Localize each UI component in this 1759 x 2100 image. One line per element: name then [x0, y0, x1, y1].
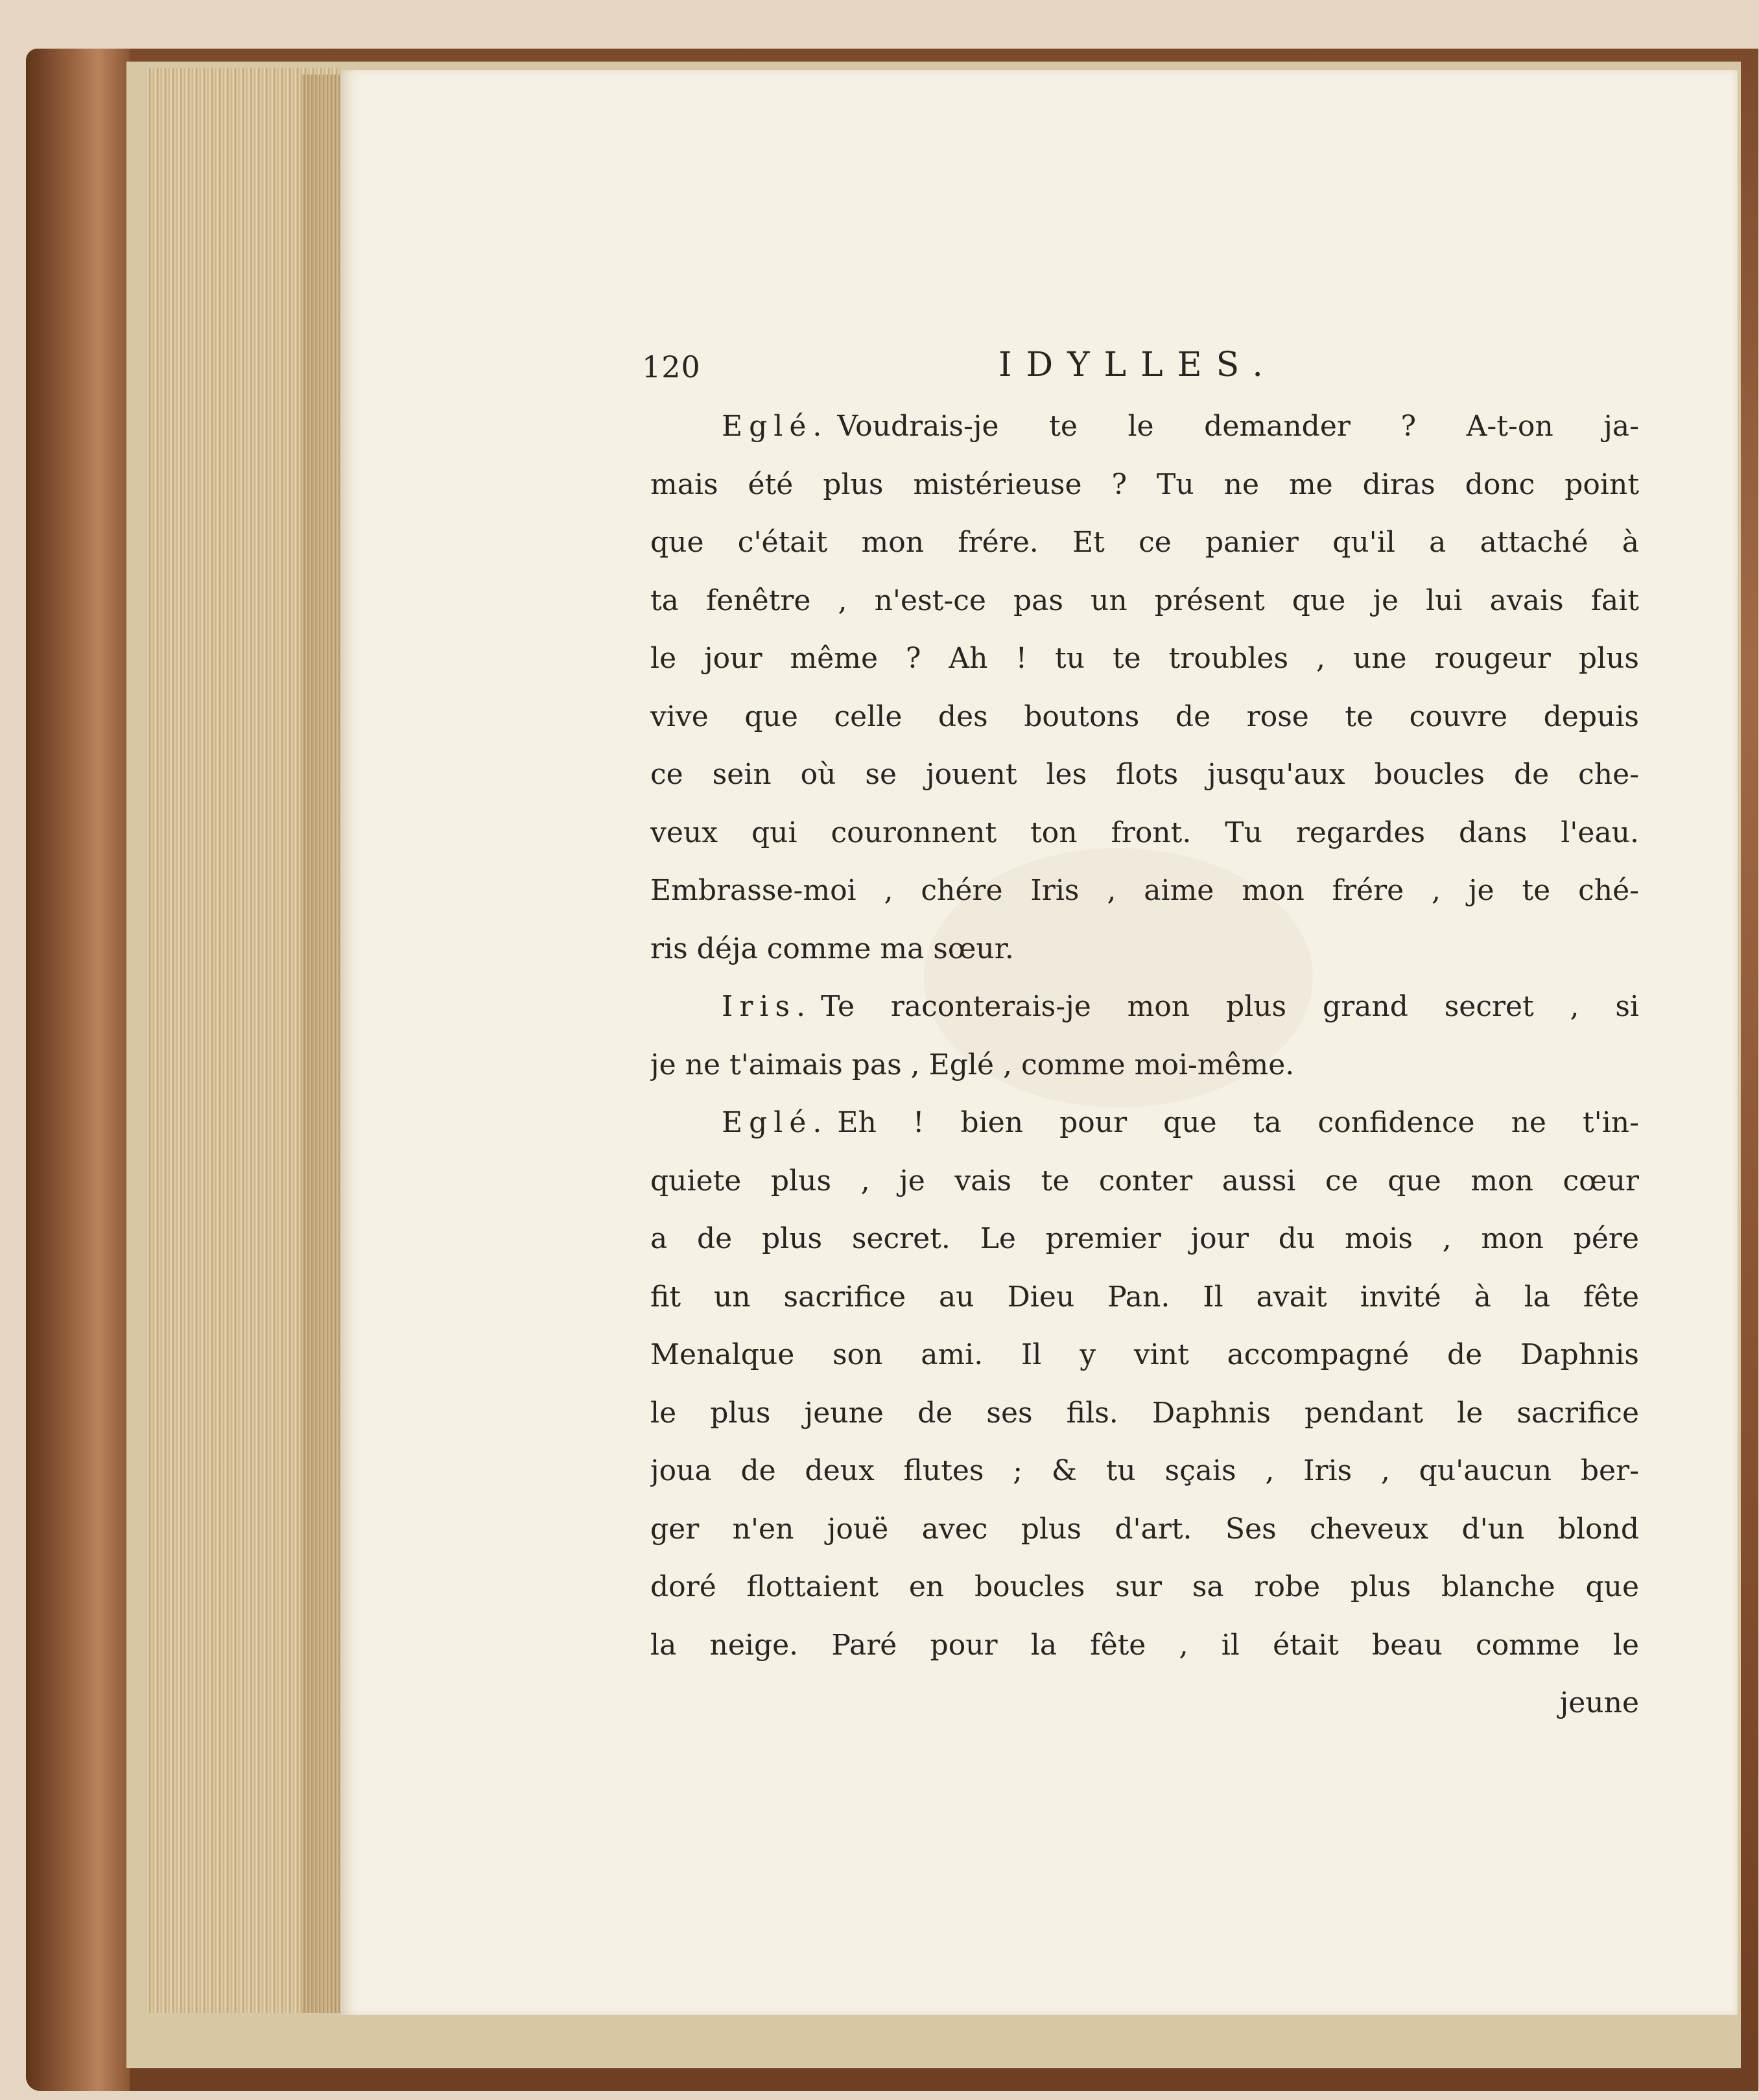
page-edges-inner	[301, 75, 340, 2013]
speaker-name: Eglé.	[722, 410, 829, 443]
text-line: le plus jeune de ses fils. Daphnis pendant le sacrifice	[650, 1396, 1639, 1430]
text-line: je ne t'aimais pas , Eglé , comme moi-même.	[650, 1048, 1295, 1081]
text-line: a de plus secret. Le premier jour du mois , mon pére	[650, 1222, 1639, 1255]
text-line: ce sein où se jouent les flots jusqu'aux boucles de che-	[650, 758, 1639, 791]
text-line: la neige. Paré pour la fête , il était beau comme le	[650, 1628, 1639, 1662]
text-line	[650, 397, 1639, 456]
cover-edge	[26, 49, 130, 2091]
page-number: 120	[642, 349, 701, 384]
line-text: Te raconterais-je mon plus grand secret , si	[821, 990, 1639, 1023]
running-head	[642, 346, 1614, 397]
page-title: IDYLLES.	[998, 346, 1277, 384]
catchword: jeune	[1559, 1686, 1639, 1719]
text-line: veux qui couronnent ton front. Tu regardes dans l'eau.	[650, 816, 1639, 849]
text-line	[650, 978, 1639, 1036]
text-line: doré flottaient en boucles sur sa robe plus blanche que	[650, 1570, 1639, 1603]
text-line: vive que celle des boutons de rose te couvre depuis	[650, 700, 1639, 733]
speaker-name: Iris.	[722, 990, 812, 1023]
text-line: Embrasse-moi , chére Iris , aime mon frére , je te ché-	[650, 874, 1639, 907]
text-line: ger n'en jouë avec plus d'art. Ses cheveux d'un blond	[650, 1512, 1639, 1546]
text-line: joua de deux flutes ; & tu sçais , Iris , qu'aucun ber-	[650, 1454, 1639, 1487]
text-line: Menalque son ami. Il y vint accompagné de Daphnis	[650, 1338, 1639, 1371]
speaker-name: Eglé.	[722, 1106, 829, 1139]
text-line: fit un sacrifice au Dieu Pan. Il avait invité à la fête	[650, 1280, 1639, 1314]
text-line: quiete plus , je vais te conter aussi ce que mon cœur	[650, 1164, 1639, 1197]
page-text	[650, 397, 1639, 1732]
text-line: le jour même ? Ah ! tu te troubles , une rougeur plus	[650, 642, 1639, 675]
text-line: ta fenêtre , n'est-ce pas un présent que je lui avais fait	[650, 584, 1639, 617]
text-line: ris déja comme ma sœur.	[650, 932, 1014, 965]
text-line: que c'était mon frére. Et ce panier qu'il a attaché à	[650, 526, 1639, 559]
line-text: Voudrais-je te le demander ? A-t-on ja-	[837, 410, 1639, 443]
line-text: Eh ! bien pour que ta confidence ne t'in-	[837, 1106, 1639, 1139]
book-page	[340, 70, 1738, 2015]
text-line: mais été plus mistérieuse ? Tu ne me diras donc point	[650, 467, 1639, 501]
text-line	[650, 1094, 1639, 1152]
